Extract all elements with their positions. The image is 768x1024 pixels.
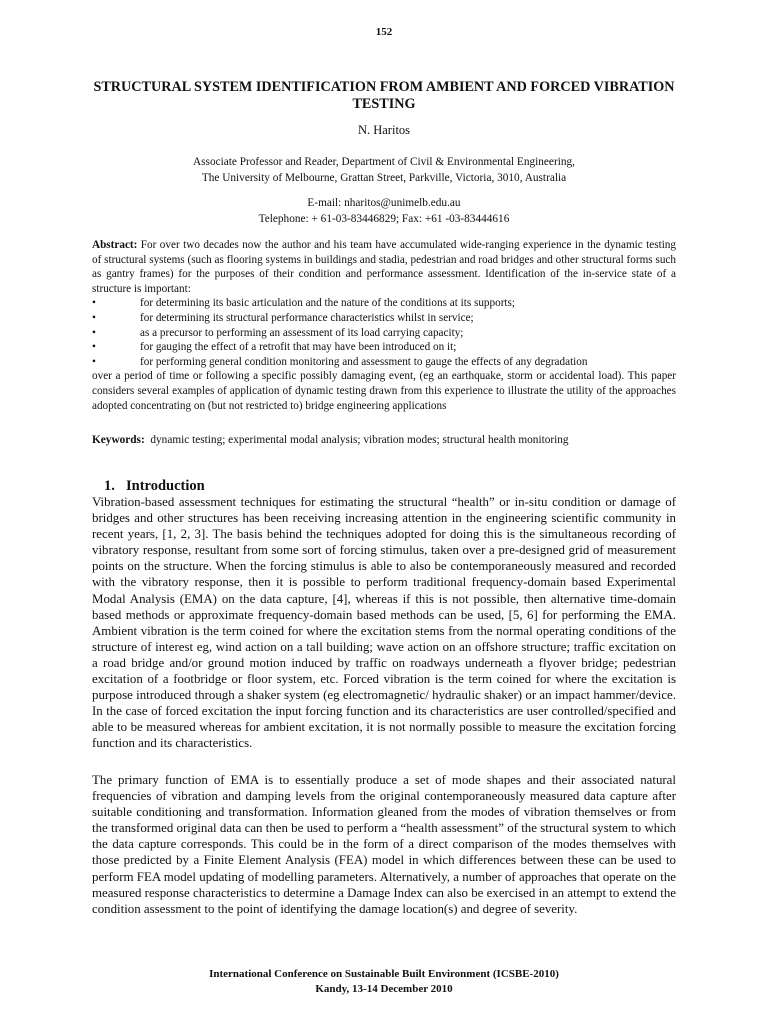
bullet-icon: •: [92, 326, 96, 339]
abstract-closing: over a period of time or following a specific possibly damaging event, (eg an earthquake, storm or accidental load). This paper considers several examples of application of dynamic testing drawn from this experience to illustrate the utility of the approaches adopted concentrating on (but not restricted to) bridge engineering applications: [92, 370, 676, 412]
bullet-icon: •: [92, 341, 96, 354]
abstract: [92, 238, 676, 413]
email-line: E-mail: nharitos@unimelb.edu.au: [307, 197, 461, 209]
bullet-text: for determining its basic articulation and the nature of the conditions at its supports;: [140, 297, 516, 310]
author-name: N. Haritos: [357, 123, 411, 137]
telephone-line: Telephone: + 61-03-83446829; Fax: +61 -03-83444616: [258, 213, 510, 225]
bullet-text: for determining its structural performance characteristics whilst in service;: [140, 311, 474, 324]
page-number: 152: [375, 26, 393, 38]
keywords-label: Keywords:: [92, 434, 145, 446]
body-paragraph: Vibration-based assessment techniques for estimating the structural “health” or in-situ condition or damage of bridges and other structures has been receiving increasing attention in the engineering scientific community in recent years, [1, 2, 3]. The basis behind the techniques adopted for doing this is the simultaneous recording of vibratory response, resultant from some sort of forcing stimulus, taken over a pre-designed grid of measurement points on the structure. When the forcing stimulus is able to also be contemporaneously measured and recorded with the vibratory response, then it is possible to perform traditional frequency-domain based Experimental Modal Analysis (EMA) on the data capture, [4], whereas if this is not possible, then alternative time-domain based methods or approximate frequency-domain based methods can be used, [5, 6] for performing the EMA. Ambient vibration is the term coined for where the excitation stems from the normal operating conditions of the structure of interest eg, wind action on a tall building; wave action on an offshore structure; traffic excitation on a road bridge and/or ground motion induced by traffic on roadways underneath a flyover bridge; pedestrian excitation of a footbridge or floor system, etc. Forced vibration is the term coined for where the excitation is purpose introduced through a shaker system (eg electromagnetic/ hydraulic shaker) or an impact hammer/device. In the case of forced excitation the input forcing function and its characteristics are user controlled/specified and able to be measured whereas for ambient excitation, it is not normally possible to measure the excitation forcing function and its characteristics.: [92, 495, 676, 751]
footer-location-date: Kandy, 13-14 December 2010: [315, 983, 453, 995]
page-footer: [92, 967, 676, 997]
bullet-icon: •: [92, 297, 96, 310]
bullet-text: as a precursor to performing an assessment of its load carrying capacity;: [140, 326, 464, 339]
abstract-label: Abstract:: [92, 239, 138, 251]
abstract-intro-text: For over two decades now the author and his team have accumulated wide-ranging experience in the dynamic testing of structural systems (such as flooring systems in buildings and stadia, pedestrian and road bridges and other structural forms such as gantry frames) for the purposes of their condition and performance assessment. Identification of the in-service state of a structure is important:: [92, 239, 676, 295]
body-paragraph: The primary function of EMA is to essentially produce a set of mode shapes and their associated natural frequencies of vibration and damping levels from the original contemporaneously measured data capture after suitable conditioning and transformation. Information gleaned from the modes of vibration themselves or from the transformed original data can then be used to perform a “health assessment” of the structural system to which the data capture corresponds. This could be in the form of a direct comparison of the modes themselves with those predicted by a Finite Element Analysis (FEA) model in which differences between these can be used to perform FEA model updating of modelling parameters. Alternatively, a number of approaches that operate on the measured response characteristics to determine a Damage Index can also be exercised in an attempt to extend the condition assessment to the point of identifying the damage location(s) and degree of severity.: [92, 773, 676, 916]
footer-conference: International Conference on Sustainable Built Environment (ICSBE-2010): [209, 968, 559, 980]
paper-title: STRUCTURAL SYSTEM IDENTIFICATION FROM AMBIENT AND FORCED VIBRATION TESTING: [93, 79, 675, 112]
contact-info: [92, 195, 676, 227]
abstract-bullet: [92, 326, 676, 341]
bullet-icon: •: [92, 311, 96, 324]
section-number: 1.: [104, 478, 115, 494]
bullet-text: for gauging the effect of a retrofit that may have been introduced on it;: [140, 341, 457, 354]
abstract-bullet: [92, 340, 676, 355]
abstract-bullet: [92, 311, 676, 326]
affiliation-line: Associate Professor and Reader, Department of Civil & Environmental Engineering,: [193, 156, 575, 168]
bullet-icon: •: [92, 355, 96, 368]
abstract-bullet: [92, 296, 676, 311]
affiliation-line: The University of Melbourne, Grattan Street, Parkville, Victoria, 3010, Australia: [201, 172, 567, 184]
abstract-bullet: [92, 355, 676, 370]
section-title: Introduction: [126, 478, 205, 494]
author-affiliation: [92, 154, 676, 186]
keywords-text: dynamic testing; experimental modal analysis; vibration modes; structural health monitoring: [150, 434, 569, 446]
bullet-text: for performing general condition monitoring and assessment to gauge the effects of any degradation: [140, 355, 588, 368]
abstract-intro: [92, 238, 676, 296]
keywords: [92, 434, 676, 446]
section-heading: [104, 478, 205, 495]
